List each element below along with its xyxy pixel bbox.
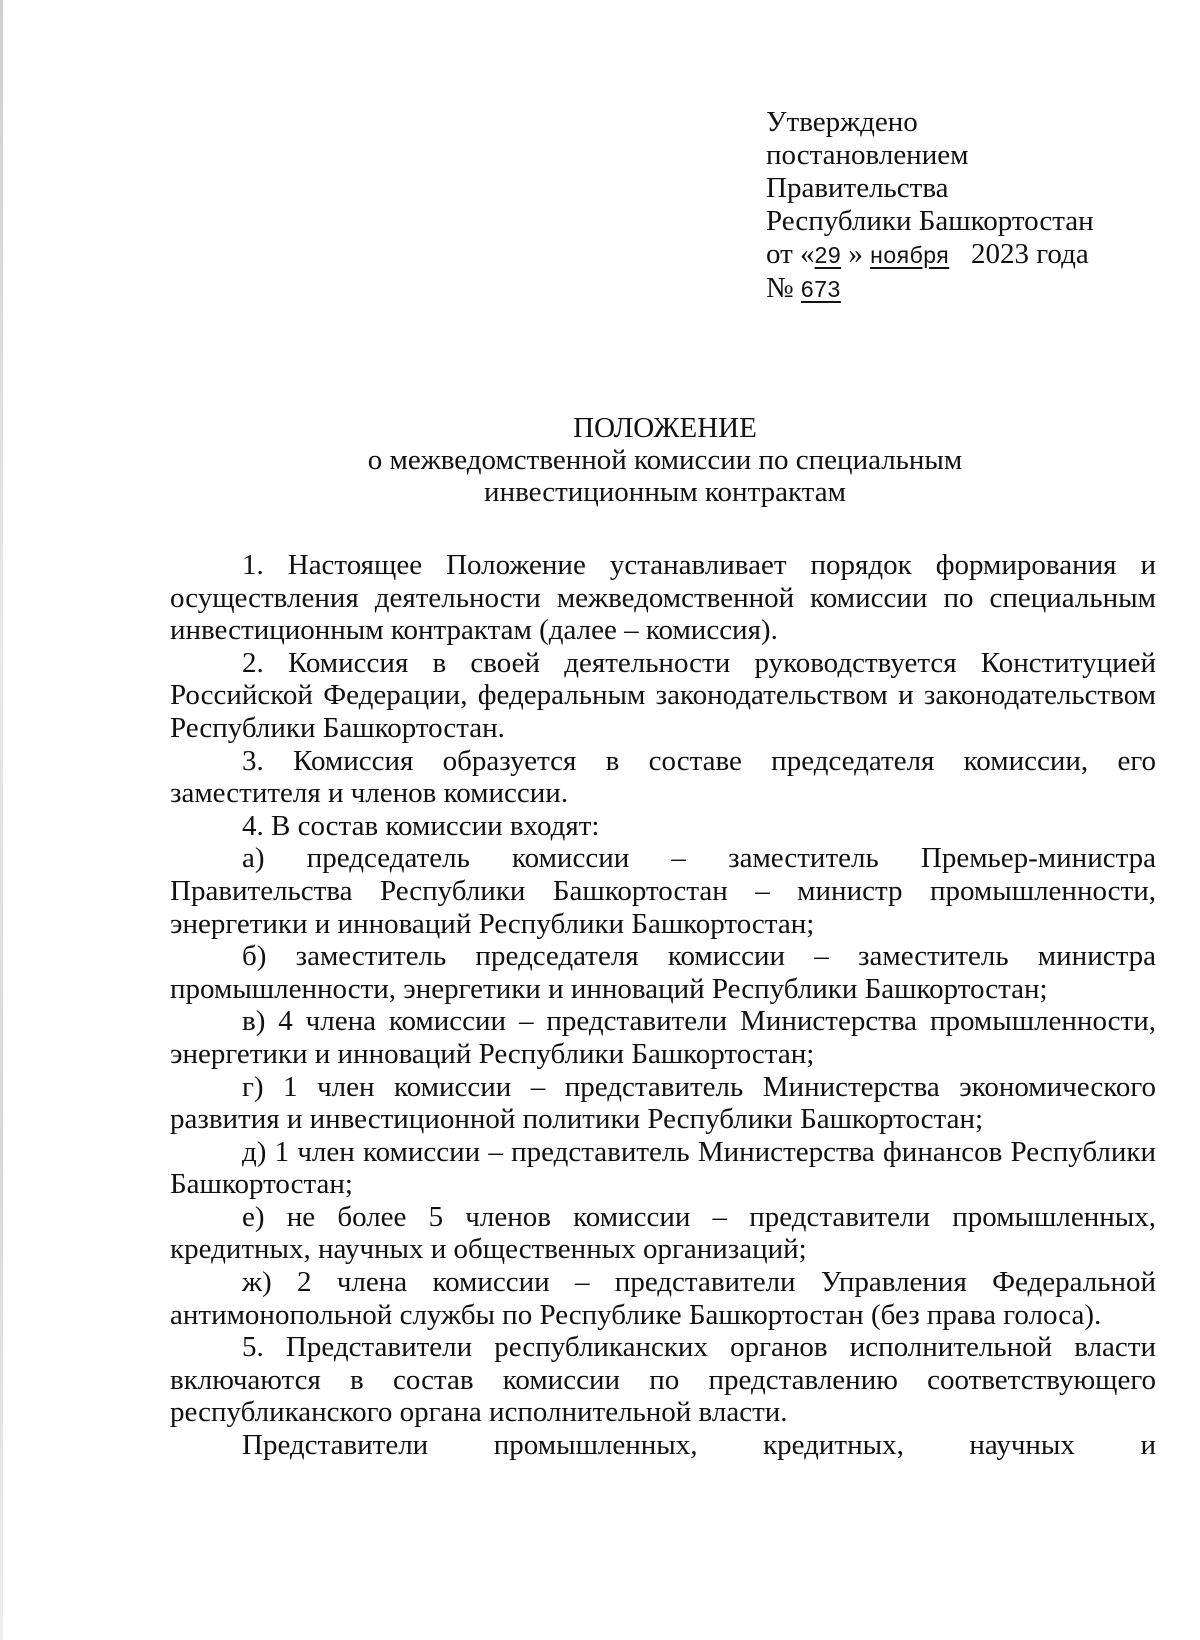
- approval-line-approved: Утверждено: [766, 106, 918, 138]
- date-mid: »: [848, 238, 863, 270]
- document-heading: ПОЛОЖЕНИЕ: [573, 412, 757, 444]
- document-title-block: [160, 412, 1170, 508]
- paragraph-4zh: ж) 2 члена комиссии – представители Управления Федеральной антимонопольной службы по Республике Башкортостан (без права голоса).: [170, 1266, 1156, 1331]
- date-month: ноября: [870, 242, 950, 268]
- paragraph-6: Представители промышленных, кредитных, научных и: [242, 1429, 1156, 1462]
- paragraph-4a: а) председатель комиссии – заместитель Премьер-министра Правительства Республики Башкортостан – министр промышленности, энергетики и инноваций Республики Башкортостан;: [170, 842, 1156, 940]
- approval-line-resolution: постановлением: [766, 139, 969, 171]
- approval-line-republic: Республики Башкортостан: [766, 205, 1094, 237]
- paragraph-4v: в) 4 члена комиссии – представители Министерства промышленности, энергетики и инноваций Республики Башкортостан;: [170, 1005, 1156, 1070]
- approval-line-government: Правительства: [766, 172, 949, 204]
- date-prefix: от «: [766, 238, 815, 270]
- document-body: [170, 549, 1156, 1462]
- paragraph-4d: д) 1 член комиссии – представитель Министерства финансов Республики Башкортостан;: [170, 1135, 1156, 1201]
- approval-number-line: [766, 272, 1166, 306]
- date-day: 29: [814, 242, 842, 268]
- document-subtitle-line-1: о межведомственной комиссии по специальным: [367, 444, 963, 476]
- paragraph-5: 5. Представители республиканских органов исполнительной власти включаются в состав комиссии по представлению соответствующего республиканского органа исполнительной власти.: [170, 1331, 1156, 1429]
- number-value: 673: [800, 276, 841, 302]
- paragraph-4g: г) 1 член комиссии – представитель Министерства экономического развития и инвестиционной политики Республики Башкортостан;: [170, 1070, 1156, 1136]
- scan-edge: [0, 0, 3, 1640]
- paragraph-3: 3. Комиссия образуется в составе председателя комиссии, его заместителя и членов комиссии.: [170, 744, 1156, 810]
- paragraph-2: 2. Комиссия в своей деятельности руководствуется Конституцией Российской Федерации, федеральным законодательством и законодательством Республики Башкортостан.: [170, 646, 1156, 744]
- approval-date-line: [766, 238, 1166, 272]
- paragraph-4: 4. В состав комиссии входят:: [242, 809, 600, 842]
- approval-stamp-block: [766, 106, 1166, 306]
- paragraph-4b: б) заместитель председателя комиссии – заместитель министра промышленности, энергетики и инноваций Республики Башкортостан;: [170, 940, 1156, 1005]
- document-subtitle-line-2: инвестиционным контрактам: [484, 476, 846, 508]
- date-year: 2023 года: [971, 238, 1089, 270]
- paragraph-1: 1. Настоящее Положение устанавливает порядок формирования и осуществления деятельности межведомственной комиссии по специальным инвестиционным контрактам (далее – комиссия).: [170, 549, 1156, 647]
- number-prefix: №: [766, 272, 794, 304]
- paragraph-4e: е) не более 5 членов комиссии – представители промышленных, кредитных, научных и общественных организаций;: [170, 1200, 1156, 1266]
